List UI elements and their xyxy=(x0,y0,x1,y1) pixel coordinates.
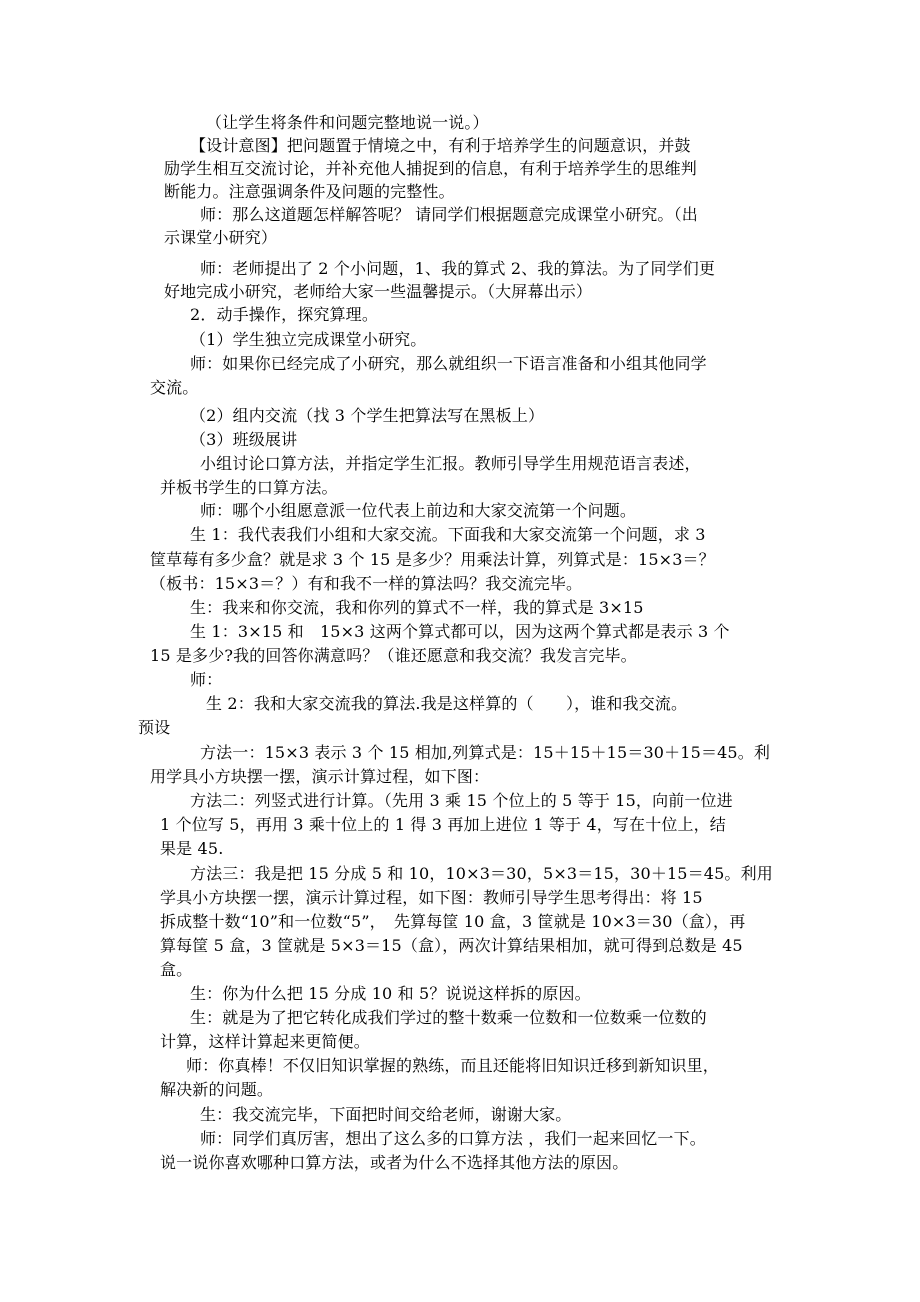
text-line: 小组讨论口算方法，并指定学生汇报。教师引导学生用规范语言表述， xyxy=(200,454,701,473)
text-line: 方法三：我是把 15 分成 5 和 10，10×3＝30，5×3＝15，30＋15＝45。利用 xyxy=(190,864,773,883)
text-line: 并板书学生的口算方法。 xyxy=(160,478,338,497)
text-line: 说一说你喜欢哪种口算方法，或者为什么不选择其他方法的原因。 xyxy=(160,1153,629,1172)
text-line: 师：同学们真厉害，想出了这么多的口算方法 ，我们一起来回忆一下。 xyxy=(200,1129,706,1148)
text-line: 用学具小方块摆一摆，演示计算过程，如下图： xyxy=(150,767,490,786)
text-line: 示课堂小研究） xyxy=(164,228,278,247)
text-line: 师：哪个小组愿意派一位代表上前边和大家交流第一个问题。 xyxy=(200,501,637,520)
text-line: 生：我来和你交流，我和你列的算式不一样，我的算式是 3×15 xyxy=(190,598,644,617)
text-line: （让学生将条件和问题完整地说一说。） xyxy=(206,113,489,132)
text-line: 生 1：我代表我们小组和大家交流。下面我和大家交流第一个问题，求 3 xyxy=(190,525,706,544)
text-line: 师：老师提出了 2 个小问题，1、我的算式 2、我的算法。为了同学们更 xyxy=(200,259,716,278)
text-line: 算每筐 5 盒，3 筐就是 5×3＝15（盒），两次计算结果相加，就可得到总数是 45 xyxy=(160,936,743,955)
text-line: 【设计意图】把问题置于情境之中，有利于培养学生的问题意识，并鼓 xyxy=(190,136,691,155)
text-line: 师：那么这道题怎样解答呢？ 请同学们根据题意完成课堂小研究。（出 xyxy=(200,205,698,224)
text-line: 方法一：15×3 表示 3 个 15 相加,列算式是：15＋15＋15＝30＋15＝45。利 xyxy=(200,743,771,762)
text-line: 盒。 xyxy=(160,960,193,979)
text-line: （2）组内交流（找 3 个学生把算法写在黑板上） xyxy=(190,406,545,425)
text-line: 断能力。注意强调条件及问题的完整性。 xyxy=(164,182,455,201)
text-line: （1）学生独立完成课堂小研究。 xyxy=(190,330,427,349)
text-line: 生：你为什么把 15 分成 10 和 5？说说这样拆的原因。 xyxy=(190,984,591,1003)
text-line: 师：如果你已经完成了小研究，那么就组织一下语言准备和小组其他同学 xyxy=(190,354,707,373)
text-line: 方法二：列竖式进行计算。（先用 3 乘 15 个位上的 5 等于 15，向前一位进 xyxy=(190,791,733,810)
text-line: 师：你真棒！不仅旧知识掌握的熟练，而且还能将旧知识迁移到新知识里， xyxy=(186,1056,719,1075)
text-line: （板书：15×3＝？）有和我不一样的算法吗？我交流完毕。 xyxy=(150,574,583,593)
text-line: 励学生相互交流讨论，并补充他人捕捉到的信息，有利于培养学生的思维判 xyxy=(164,159,697,178)
text-line: 2．动手操作，探究算理。 xyxy=(190,305,378,324)
text-line: 生：我交流完毕，下面把时间交给老师，谢谢大家。 xyxy=(200,1105,572,1124)
text-line: 交流。 xyxy=(150,378,199,397)
text-line: 生 1：3×15 和 15×3 这两个算式都可以，因为这两个算式都是表示 3 个 xyxy=(190,622,730,641)
text-line: 15 是多少?我的回答你满意吗？（谁还愿意和我交流？我发言完毕。 xyxy=(150,646,637,665)
text-line: （3）班级展讲 xyxy=(190,430,298,449)
text-line: 拆成整十数“10”和一位数“5”， 先算每筐 10 盒，3 筐就是 10×3＝30（盒），再 xyxy=(160,912,746,931)
text-line: 好地完成小研究，老师给大家一些温馨提示。（大屏幕出示） xyxy=(164,282,593,301)
text-line: 果是 45. xyxy=(160,839,224,858)
text-line: 生：就是为了把它转化成我们学过的整十数乘一位数和一位数乘一位数的 xyxy=(190,1008,707,1027)
text-line: 筐草莓有多少盒？就是求 3 个 15 是多少？用乘法计算，列算式是：15×3＝？ xyxy=(150,550,715,569)
text-line: 学具小方块摆一摆，演示计算过程，如下图：教师引导学生思考得出：将 15 xyxy=(160,888,703,907)
text-line: 计算，这样计算起来更简便。 xyxy=(160,1032,370,1051)
text-line: 师： xyxy=(190,670,223,689)
text-line: 生 2：我和大家交流我的算法.我是这样算的（ ），谁和我交流。 xyxy=(206,694,688,713)
text-line: 1 个位写 5，再用 3 乘十位上的 1 得 3 再加上进位 1 等于 4，写在十位上，结 xyxy=(160,815,726,834)
text-line: 解决新的问题。 xyxy=(160,1080,274,1099)
text-line: 预设 xyxy=(138,718,171,737)
